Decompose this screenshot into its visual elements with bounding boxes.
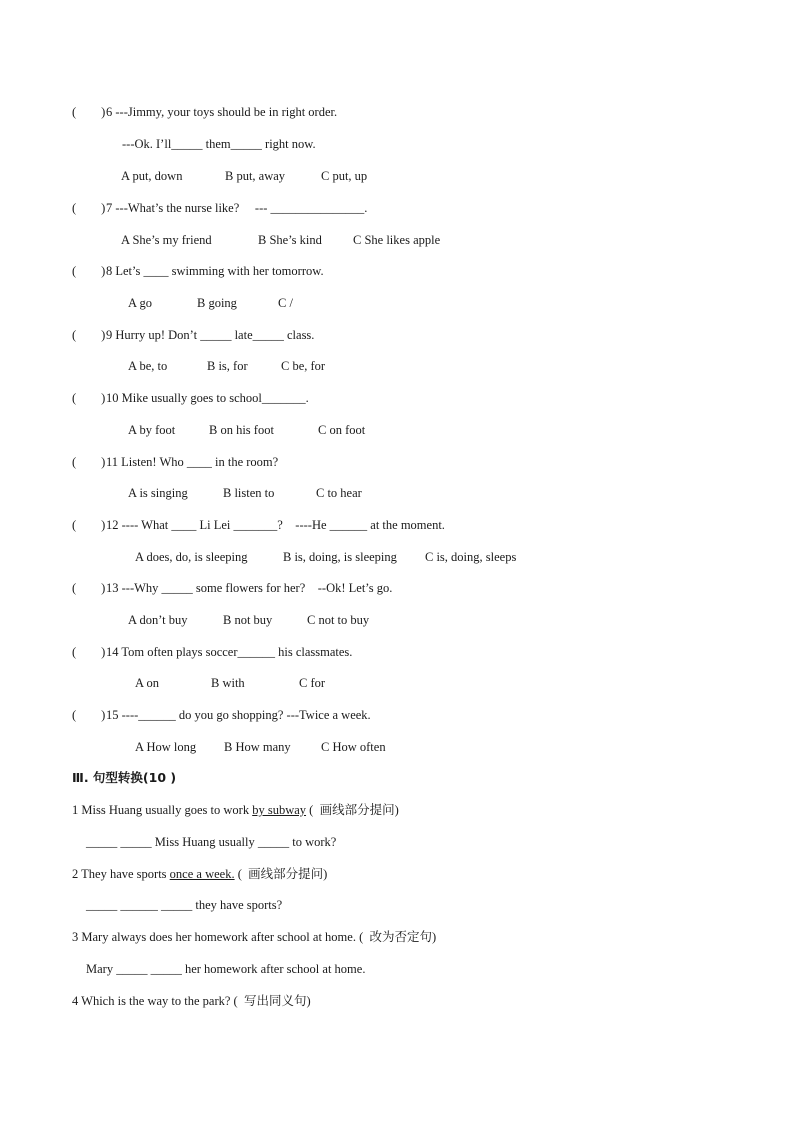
option-b: B not buy bbox=[223, 613, 273, 627]
option-a: A How long bbox=[135, 740, 197, 754]
transform-1-pre: 1 Miss Huang usually goes to work bbox=[72, 803, 253, 817]
option-b: B is, doing, is sleeping bbox=[283, 550, 397, 564]
answer-paren[interactable]: ( ) bbox=[72, 391, 106, 405]
answer-paren[interactable]: ( ) bbox=[72, 518, 106, 532]
transform-2-underlined: once a week. bbox=[169, 867, 235, 881]
option-b: B with bbox=[211, 676, 245, 690]
transform-1-answer[interactable]: _____ _____ Miss Huang usually _____ to work? bbox=[86, 835, 337, 849]
option-b: B on his foot bbox=[209, 423, 274, 437]
transform-1-post: ( 画线部分提问) bbox=[306, 803, 399, 817]
option-c: C be, for bbox=[281, 359, 326, 373]
option-b: B is, for bbox=[207, 359, 248, 373]
question-12-stem: 12 ---- What ____ Li Lei _______? ----He ______ at the moment. bbox=[106, 518, 445, 532]
answer-paren[interactable]: ( ) bbox=[72, 105, 106, 119]
question-10-stem: 10 Mike usually goes to school_______. bbox=[106, 391, 309, 405]
option-b: B How many bbox=[224, 740, 291, 754]
option-a: A on bbox=[135, 676, 159, 690]
question-8-stem: 8 Let’s ____ swimming with her tomorrow. bbox=[106, 264, 324, 278]
question-13-stem: 13 ---Why _____ some flowers for her? --Ok! Let’s go. bbox=[106, 581, 393, 595]
transform-4-sentence: 4 Which is the way to the park? ( 写出同义句) bbox=[72, 994, 311, 1008]
question-14-stem: 14 Tom often plays soccer______ his classmates. bbox=[106, 645, 353, 659]
question-9-stem: 9 Hurry up! Don’t _____ late_____ class. bbox=[106, 328, 315, 342]
option-b: B She’s kind bbox=[258, 233, 322, 247]
transform-3-answer[interactable]: Mary _____ _____ her homework after school at home. bbox=[86, 962, 366, 976]
option-c: C put, up bbox=[321, 169, 368, 183]
option-b: B going bbox=[197, 296, 237, 310]
option-a: A does, do, is sleeping bbox=[135, 550, 248, 564]
option-c: C / bbox=[278, 296, 293, 310]
question-6-stem: 6 ---Jimmy, your toys should be in right order. bbox=[106, 105, 338, 119]
option-b: B listen to bbox=[223, 486, 275, 500]
answer-paren[interactable]: ( ) bbox=[72, 581, 106, 595]
option-b: B put, away bbox=[225, 169, 286, 183]
transform-2-post: ( 画线部分提问) bbox=[234, 867, 328, 881]
option-c: C How often bbox=[321, 740, 386, 754]
option-c: C to hear bbox=[316, 486, 362, 500]
option-c: C is, doing, sleeps bbox=[425, 550, 517, 564]
transform-2-answer[interactable]: _____ ______ _____ they have sports? bbox=[86, 898, 283, 912]
option-a: A go bbox=[128, 296, 152, 310]
question-11-stem: 11 Listen! Who ____ in the room? bbox=[106, 455, 279, 469]
question-7-stem: 7 ---What’s the nurse like? --- _______________. bbox=[106, 201, 368, 215]
option-a: A be, to bbox=[128, 359, 168, 373]
question-15-stem: 15 ----______ do you go shopping? ---Twice a week. bbox=[106, 708, 371, 722]
option-c: C on foot bbox=[318, 423, 366, 437]
option-a: A put, down bbox=[121, 169, 183, 183]
option-a: A don’t buy bbox=[128, 613, 188, 627]
answer-paren[interactable]: ( ) bbox=[72, 328, 106, 342]
option-c: C She likes apple bbox=[353, 233, 441, 247]
transform-2-sentence bbox=[72, 866, 327, 882]
section-heading: Ⅲ. 句型转换(10 ) bbox=[72, 770, 177, 785]
option-a: A She’s my friend bbox=[121, 233, 212, 247]
transform-2-pre: 2 They have sports bbox=[72, 867, 170, 881]
transform-1-sentence bbox=[72, 802, 399, 818]
transform-3-sentence: 3 Mary always does her homework after school at home. ( 改为否定句) bbox=[72, 930, 437, 944]
question-6-stem-line2: ---Ok. I’ll_____ them_____ right now. bbox=[122, 137, 316, 151]
answer-paren[interactable]: ( ) bbox=[72, 645, 106, 659]
option-c: C not to buy bbox=[307, 613, 370, 627]
answer-paren[interactable]: ( ) bbox=[72, 201, 106, 215]
answer-paren[interactable]: ( ) bbox=[72, 264, 106, 278]
answer-paren[interactable]: ( ) bbox=[72, 455, 106, 469]
answer-paren[interactable]: ( ) bbox=[72, 708, 106, 722]
option-a: A is singing bbox=[128, 486, 188, 500]
option-a: A by foot bbox=[128, 423, 176, 437]
option-c: C for bbox=[299, 676, 326, 690]
transform-1-underlined: by subway bbox=[252, 803, 307, 817]
